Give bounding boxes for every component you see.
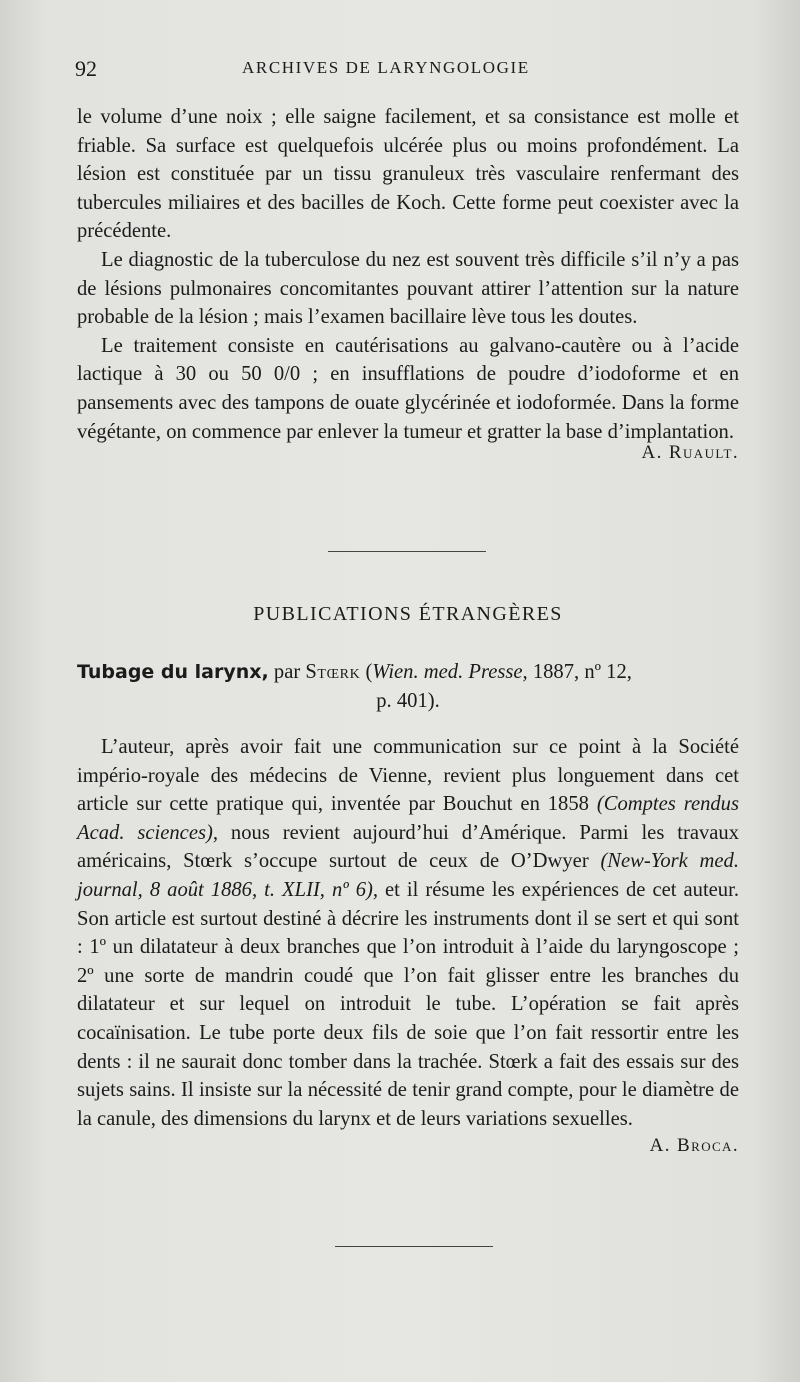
body-citation-2: (New-York med. journal, 8 août 1886, t. XLII, nº 6), xyxy=(77,850,739,901)
ref-open: ( xyxy=(365,661,373,683)
paragraph-2: Le diagnostic de la tuberculose du nez est souvent très difficile s’il n’y a pas de lésions pulmonaires concomitantes pouvant attirer l’attention sur la nature probable de la lésion ; mais l’examen bacillaire lève tous les doutes. xyxy=(77,248,739,329)
body-text-2: nous revient aujourd’hui d’Amérique. Parmi les travaux américains, Stœrk s’occupe surtout de ceux de O’Dwyer xyxy=(77,821,739,873)
body-citation-1: (Comptes rendus Acad. sciences), xyxy=(77,793,739,844)
article-title: Tubage du larynx, xyxy=(77,661,269,683)
signature-broca: A. Broca. xyxy=(649,1135,739,1157)
running-head xyxy=(75,56,740,90)
article-heading xyxy=(77,658,739,715)
end-rule xyxy=(335,1246,493,1247)
article-body xyxy=(77,733,739,1133)
separator-rule xyxy=(328,551,486,552)
section-title: PUBLICATIONS ÉTRANGÈRES xyxy=(253,603,563,625)
ref-journal: Wien. med. Presse, xyxy=(372,661,528,683)
ref-page: p. 401). xyxy=(376,689,440,712)
paragraph-1: le volume d’une noix ; elle saigne facilement, et sa consistance est molle et friable. Sa surface est quelquefois ulcérée plus ou moins profondément. La lésion est constituée par un tissu granuleux très vasculaire renfermant des tubercules miliaires et des bacilles de Koch. Cette forme peut coexister avec la précédente. xyxy=(77,106,739,243)
article-author: Stœrk xyxy=(305,661,361,683)
body-text-1: L’auteur, après avoir fait une communication sur ce point à la Société império-royale des médecins de Vienne, revient plus longuement dans cet article sur cette pratique qui, inventée par Bouchut en 1858 xyxy=(77,736,739,816)
body-text-3: et il résume les expériences de cet auteur. Son article est surtout destiné à décrire les instruments dont il se sert et qui sont : 1º un dilatateur à deux branches que l’on introduit à l’aide du laryngoscope ; 2º une sorte de mandrin coudé que l’on fait glisser entre les branches du dilatateur et sur lequel on introduit le tube. L’opération se fait après cocaïnisation. Le tube porte deux fils de soie que l’on fait ressortir entre les dents : il ne saurait donc tomber dans la trachée. Stœrk a fait des essais sur des sujets sains. Il insiste sur la nécessité de tenir grand compte, pour le diamètre de la canule, des dimensions du larynx et de leurs variations sexuelles. xyxy=(77,878,739,1130)
article-ruault xyxy=(77,103,739,464)
page-number: 92 xyxy=(75,56,97,81)
paragraph-3: Le traitement consiste en cautérisations au galvano-cautère ou à l’acide lactique à 30 ou 50 0/0 ; en insufflations de poudre d’iodoforme et en pansements avec des tampons de ouate glycérinée et iodoformée. Dans la forme végétante, on commence par enlever la tumeur et gratter la base d’implantation. xyxy=(77,334,739,443)
ref-rest: 1887, nº 12, xyxy=(532,661,632,683)
signature-ruault: A. Ruault. xyxy=(641,442,739,464)
article-broca xyxy=(77,733,739,1157)
journal-title: ARCHIVES DE LARYNGOLOGIE xyxy=(242,58,530,77)
byline-par: par xyxy=(273,661,301,683)
